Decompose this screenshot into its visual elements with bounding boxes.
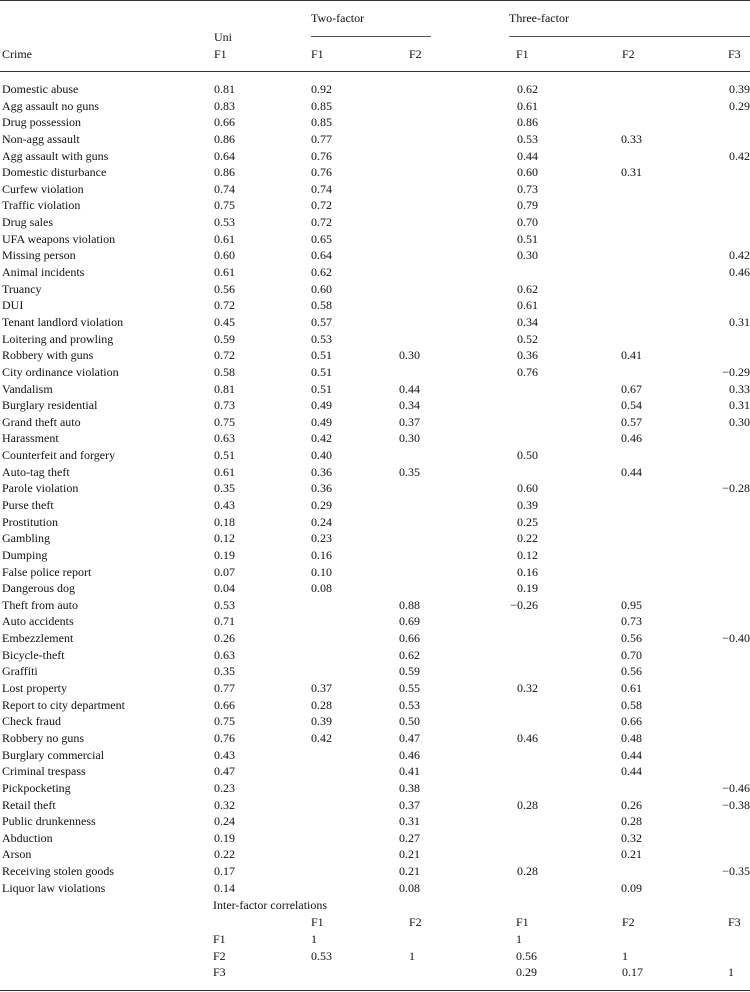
- crime-cell: Retail theft: [2, 797, 56, 812]
- two-f2-cell: 0.30: [399, 348, 420, 363]
- crime-cell: Domestic disturbance: [2, 165, 107, 180]
- crime-cell: Theft from auto: [2, 597, 78, 612]
- corr-three-f2: 1: [622, 948, 628, 963]
- two-f1-cell: 0.10: [311, 564, 332, 579]
- corr-two-f1-heading: F1: [311, 915, 324, 929]
- three-f2-cell: 0.56: [621, 631, 642, 646]
- corr-three-f3: 1: [728, 965, 734, 980]
- uni-f1-cell: 0.19: [214, 547, 235, 562]
- three-f1-cell: 0.61: [517, 98, 538, 113]
- corr-two-f2-heading: F2: [409, 915, 422, 929]
- crime-cell: Report to city department: [2, 697, 125, 712]
- uni-f1-cell: 0.71: [214, 614, 235, 629]
- crime-cell: Truancy: [2, 281, 42, 296]
- two-f1-cell: 0.57: [311, 314, 332, 329]
- crime-cell: Loitering and prowling: [2, 331, 114, 346]
- crime-cell: Missing person: [2, 248, 76, 263]
- three-f2-cell: 0.09: [621, 880, 642, 895]
- two-f1-cell: 0.85: [311, 115, 332, 130]
- uni-f1-cell: 0.35: [214, 481, 235, 496]
- uni-f1-cell: 0.74: [214, 181, 235, 196]
- crime-cell: Harassment: [2, 431, 59, 446]
- three-f2-cell: 0.44: [621, 464, 642, 479]
- three-f2-cell: 0.61: [621, 681, 642, 696]
- three-f1-cell: 0.60: [517, 481, 538, 496]
- two-f1-cell: 0.42: [311, 431, 332, 446]
- corr-three-f1: 0.29: [516, 965, 537, 980]
- three-f1-cell: 0.53: [517, 131, 538, 146]
- two-f2-cell: 0.37: [399, 414, 420, 429]
- three-f3-cell: 0.30: [729, 414, 750, 429]
- two-f2-cell: 0.27: [399, 830, 420, 845]
- uni-f1-cell: 0.81: [214, 381, 235, 396]
- uni-f1-cell: 0.86: [214, 165, 235, 180]
- three-f1-cell: 0.86: [517, 115, 538, 130]
- corr-three-f1-heading: F1: [516, 915, 529, 929]
- crime-cell: Vandalism: [2, 381, 53, 396]
- two-f2-cell: 0.34: [399, 398, 420, 413]
- uni-f1-cell: 0.66: [214, 115, 235, 130]
- crime-cell: Traffic violation: [2, 198, 81, 213]
- uni-f1-cell: 0.18: [214, 514, 235, 529]
- three-f1-cell: 0.28: [517, 797, 538, 812]
- uni-f1-cell: 0.86: [214, 131, 235, 146]
- two-f1-cell: 0.42: [311, 730, 332, 745]
- two-f1-cell: 0.28: [311, 697, 332, 712]
- crime-cell: Domestic abuse: [2, 82, 79, 96]
- crime-cell: Drug sales: [2, 215, 53, 230]
- crime-cell: Counterfeit and forgery: [2, 448, 116, 463]
- three-f3-cell: −0.35: [722, 864, 750, 879]
- three-f3-cell: −0.29: [722, 364, 750, 379]
- three-f1-cell: 0.61: [517, 298, 538, 313]
- uni-f1-cell: 0.61: [214, 231, 235, 246]
- two-f1-cell: 0.40: [311, 448, 332, 463]
- three-factor-heading: Three-factor: [509, 11, 569, 25]
- crime-heading: Crime: [2, 47, 32, 61]
- crime-cell: Curfew violation: [2, 181, 84, 196]
- three-f1-cell: 0.60: [517, 165, 538, 180]
- three-f1-cell: 0.50: [517, 448, 538, 463]
- two-f1-cell: 0.08: [311, 581, 332, 596]
- two-f2-cell: 0.66: [399, 631, 420, 646]
- crime-cell: Dumping: [2, 547, 48, 562]
- uni-f1-cell: 0.76: [214, 730, 235, 745]
- three-f1-cell: 0.79: [517, 198, 538, 213]
- crime-cell: Arson: [2, 847, 32, 862]
- two-f1-cell: 0.51: [311, 381, 332, 396]
- two-f2-cell: 0.53: [399, 697, 420, 712]
- crime-cell: Receiving stolen goods: [2, 864, 114, 879]
- two-f2-heading: F2: [409, 47, 422, 61]
- three-f2-cell: 0.70: [621, 647, 642, 662]
- corr-three-f2: 0.17: [622, 965, 643, 980]
- uni-f1-cell: 0.35: [214, 664, 235, 679]
- uni-f1-cell: 0.43: [214, 498, 235, 512]
- two-f1-cell: 0.76: [311, 165, 332, 180]
- two-f1-cell: 0.37: [311, 681, 332, 696]
- two-f1-cell: 0.74: [311, 181, 332, 196]
- three-f3-cell: 0.31: [729, 398, 750, 413]
- three-f2-cell: 0.32: [621, 830, 642, 845]
- three-f3-cell: 0.46: [729, 265, 750, 280]
- three-f2-cell: 0.28: [621, 814, 642, 829]
- uni-f1-cell: 0.75: [214, 414, 235, 429]
- crime-cell: Drug possession: [2, 115, 82, 130]
- uni-f1-cell: 0.75: [214, 198, 235, 213]
- two-f2-cell: 0.37: [399, 797, 420, 812]
- two-f1-cell: 0.65: [311, 231, 332, 246]
- three-f2-cell: 0.41: [621, 348, 642, 363]
- two-f1-cell: 0.39: [311, 714, 332, 729]
- uni-f1-cell: 0.19: [214, 830, 235, 845]
- uni-f1-cell: 0.77: [214, 681, 235, 696]
- crime-cell: Liquor law violations: [2, 880, 106, 895]
- two-f2-cell: 0.38: [399, 780, 420, 795]
- three-f1-cell: 0.44: [517, 148, 538, 163]
- crime-cell: Dangerous dog: [2, 581, 75, 596]
- two-f1-cell: 0.49: [311, 414, 332, 429]
- three-f3-cell: 0.39: [729, 82, 750, 96]
- three-f1-cell: 0.28: [517, 864, 538, 879]
- uni-f1-cell: 0.61: [214, 265, 235, 280]
- crime-cell: False police report: [2, 564, 92, 579]
- uni-f1-cell: 0.53: [214, 215, 235, 230]
- two-f1-cell: 0.16: [311, 547, 332, 562]
- three-f1-cell: 0.51: [517, 231, 538, 246]
- three-f1-cell: 0.25: [517, 514, 538, 529]
- three-f1-cell: 0.52: [517, 331, 538, 346]
- three-f2-cell: 0.95: [621, 597, 642, 612]
- corr-three-f3-heading: F3: [728, 915, 741, 929]
- two-f2-cell: 0.50: [399, 714, 420, 729]
- three-f2-heading: F2: [622, 47, 635, 61]
- two-f1-cell: 0.62: [311, 265, 332, 280]
- three-f3-cell: −0.46: [722, 780, 750, 795]
- two-f1-heading: F1: [311, 47, 324, 61]
- crime-cell: Gambling: [2, 531, 50, 546]
- uni-f1-cell: 0.32: [214, 797, 235, 812]
- uni-f1-cell: 0.23: [214, 780, 235, 795]
- crime-cell: Burglary residential: [2, 398, 98, 413]
- three-f3-cell: −0.28: [722, 481, 750, 496]
- corr-three-f2-heading: F2: [622, 915, 635, 929]
- uni-f1-cell: 0.58: [214, 364, 235, 379]
- crime-cell: Animal incidents: [2, 265, 85, 280]
- uni-f1-cell: 0.59: [214, 331, 235, 346]
- corr-two-f2: 1: [409, 948, 415, 963]
- crime-cell: Purse theft: [2, 498, 54, 512]
- uni-f1-cell: 0.04: [214, 581, 235, 596]
- three-f1-cell: 0.19: [517, 581, 538, 596]
- crime-cell: Check fraud: [2, 714, 61, 729]
- two-factor-heading: Two-factor: [311, 11, 365, 25]
- three-f2-cell: 0.44: [621, 747, 642, 762]
- uni-f1-cell: 0.83: [214, 98, 235, 113]
- three-f1-cell: 0.16: [517, 564, 538, 579]
- three-f3-cell: −0.40: [722, 631, 750, 646]
- uni-f1-cell: 0.72: [214, 348, 235, 363]
- uni-f1-cell: 0.45: [214, 314, 235, 329]
- three-f1-cell: 0.62: [517, 82, 538, 96]
- three-f2-cell: 0.31: [621, 165, 642, 180]
- three-f1-cell: 0.30: [517, 248, 538, 263]
- two-f2-cell: 0.31: [399, 814, 420, 829]
- uni-f1-cell: 0.56: [214, 281, 235, 296]
- crime-cell: Graffiti: [2, 664, 38, 679]
- crime-cell: Agg assault with guns: [2, 148, 109, 163]
- three-f1-cell: 0.22: [517, 531, 538, 546]
- three-f2-cell: 0.44: [621, 764, 642, 779]
- uni-f1-cell: 0.60: [214, 248, 235, 263]
- two-f1-cell: 0.23: [311, 531, 332, 546]
- three-f1-cell: 0.12: [517, 547, 538, 562]
- uni-f1-cell: 0.47: [214, 764, 235, 779]
- two-f1-cell: 0.76: [311, 148, 332, 163]
- bottom-rule: [0, 990, 750, 991]
- crime-cell: Burglary commercial: [2, 747, 105, 762]
- two-f1-cell: 0.92: [311, 82, 332, 96]
- three-f1-cell: 0.36: [517, 348, 538, 363]
- three-f3-heading: F3: [728, 47, 741, 61]
- two-f1-cell: 0.53: [311, 331, 332, 346]
- corr-three-f1: 0.56: [516, 948, 537, 963]
- crime-cell: UFA weapons violation: [2, 231, 116, 246]
- two-f2-cell: 0.44: [399, 381, 420, 396]
- three-f2-cell: 0.26: [621, 797, 642, 812]
- uni-f1-cell: 0.22: [214, 847, 235, 862]
- three-f1-cell: 0.73: [517, 181, 538, 196]
- three-f3-cell: 0.33: [729, 381, 750, 396]
- three-f2-cell: 0.54: [621, 398, 642, 413]
- crime-cell: DUI: [2, 298, 24, 313]
- corr-row-label: F1: [213, 932, 226, 946]
- uni-f1-cell: 0.43: [214, 747, 235, 762]
- two-f2-cell: 0.46: [399, 747, 420, 762]
- crime-cell: Pickpocketing: [2, 780, 71, 795]
- uni-f1-cell: 0.12: [214, 531, 235, 546]
- uni-f1-cell: 0.63: [214, 647, 235, 662]
- uni-f1-cell: 0.24: [214, 814, 235, 829]
- three-f2-cell: 0.58: [621, 697, 642, 712]
- crime-cell: Lost property: [2, 681, 67, 696]
- three-f2-cell: 0.67: [621, 381, 642, 396]
- uni-f1-heading: F1: [214, 47, 227, 61]
- corr-two-f1: 0.53: [311, 948, 332, 963]
- crime-cell: Robbery with guns: [2, 348, 94, 363]
- uni-f1-cell: 0.51: [214, 448, 235, 463]
- three-f1-cell: 0.70: [517, 215, 538, 230]
- three-f2-cell: 0.48: [621, 730, 642, 745]
- three-f2-cell: 0.66: [621, 714, 642, 729]
- corr-row-label: F2: [213, 948, 226, 963]
- three-f1-cell: 0.46: [517, 730, 538, 745]
- crime-cell: Auto accidents: [2, 614, 74, 629]
- uni-f1-cell: 0.73: [214, 398, 235, 413]
- three-f2-cell: 0.73: [621, 614, 642, 629]
- two-f1-cell: 0.72: [311, 198, 332, 213]
- two-f2-cell: 0.69: [399, 614, 420, 629]
- crime-cell: Public drunkenness: [2, 814, 96, 829]
- uni-f1-cell: 0.63: [214, 431, 235, 446]
- two-f1-cell: 0.24: [311, 514, 332, 529]
- two-f2-cell: 0.30: [399, 431, 420, 446]
- two-f1-cell: 0.49: [311, 398, 332, 413]
- two-f1-cell: 0.72: [311, 215, 332, 230]
- two-f1-cell: 0.51: [311, 364, 332, 379]
- two-f2-cell: 0.35: [399, 464, 420, 479]
- three-f1-cell: 0.62: [517, 281, 538, 296]
- crime-cell: Auto-tag theft: [2, 464, 70, 479]
- uni-f1-cell: 0.14: [214, 880, 235, 895]
- three-f2-cell: 0.33: [621, 131, 642, 146]
- three-f1-heading: F1: [516, 47, 529, 61]
- three-f1-cell: 0.32: [517, 681, 538, 696]
- two-f2-cell: 0.21: [399, 847, 420, 862]
- three-f1-cell: −0.26: [510, 597, 538, 612]
- three-f2-cell: 0.56: [621, 664, 642, 679]
- uni-f1-cell: 0.64: [214, 148, 235, 163]
- crime-cell: Parole violation: [2, 481, 79, 496]
- two-f1-cell: 0.36: [311, 464, 332, 479]
- three-f3-cell: 0.29: [729, 98, 750, 113]
- crime-cell: Abduction: [2, 830, 53, 845]
- three-f3-cell: −0.38: [722, 797, 750, 812]
- three-f3-cell: 0.31: [729, 314, 750, 329]
- two-f1-cell: 0.85: [311, 98, 332, 113]
- two-f2-cell: 0.55: [399, 681, 420, 696]
- crime-cell: Grand theft auto: [2, 414, 81, 429]
- two-f1-cell: 0.60: [311, 281, 332, 296]
- two-f1-cell: 0.51: [311, 348, 332, 363]
- crime-cell: Agg assault no guns: [2, 98, 99, 113]
- corr-three-f1: 1: [516, 932, 522, 946]
- two-f1-cell: 0.29: [311, 498, 332, 512]
- crime-cell: Non-agg assault: [2, 131, 80, 146]
- two-f2-cell: 0.08: [399, 880, 420, 895]
- two-f1-cell: 0.36: [311, 481, 332, 496]
- corr-two-f1: 1: [311, 932, 317, 946]
- uni-heading: Uni: [214, 30, 232, 44]
- two-f1-cell: 0.77: [311, 131, 332, 146]
- correlations-title: Inter-factor correlations: [213, 898, 328, 912]
- corr-row-label: F3: [213, 965, 226, 980]
- three-f2-cell: 0.57: [621, 414, 642, 429]
- three-f2-cell: 0.21: [621, 847, 642, 862]
- three-f1-cell: 0.76: [517, 364, 538, 379]
- crime-cell: Bicycle-theft: [2, 647, 65, 662]
- two-f2-cell: 0.41: [399, 764, 420, 779]
- three-f1-cell: 0.39: [517, 498, 538, 512]
- crime-cell: City ordinance violation: [2, 364, 119, 379]
- uni-f1-cell: 0.53: [214, 597, 235, 612]
- three-f2-cell: 0.46: [621, 431, 642, 446]
- uni-f1-cell: 0.26: [214, 631, 235, 646]
- crime-cell: Embezzlement: [2, 631, 74, 646]
- two-f2-cell: 0.88: [399, 597, 420, 612]
- uni-f1-cell: 0.72: [214, 298, 235, 313]
- uni-f1-cell: 0.17: [214, 864, 235, 879]
- uni-f1-cell: 0.66: [214, 697, 235, 712]
- crime-cell: Robbery no guns: [2, 730, 84, 745]
- three-f3-cell: 0.42: [729, 248, 750, 263]
- uni-f1-cell: 0.81: [214, 82, 235, 96]
- two-f1-cell: 0.58: [311, 298, 332, 313]
- crime-cell: Prostitution: [2, 514, 59, 529]
- two-f2-cell: 0.47: [399, 730, 420, 745]
- uni-f1-cell: 0.61: [214, 464, 235, 479]
- two-f2-cell: 0.62: [399, 647, 420, 662]
- uni-f1-cell: 0.75: [214, 714, 235, 729]
- two-f2-cell: 0.21: [399, 864, 420, 879]
- uni-f1-cell: 0.07: [214, 564, 235, 579]
- three-f3-cell: 0.42: [729, 148, 750, 163]
- two-f2-cell: 0.59: [399, 664, 420, 679]
- crime-cell: Tenant landlord violation: [2, 314, 124, 329]
- crime-cell: Criminal trespass: [2, 764, 86, 779]
- two-f1-cell: 0.64: [311, 248, 332, 263]
- three-f1-cell: 0.34: [517, 314, 538, 329]
